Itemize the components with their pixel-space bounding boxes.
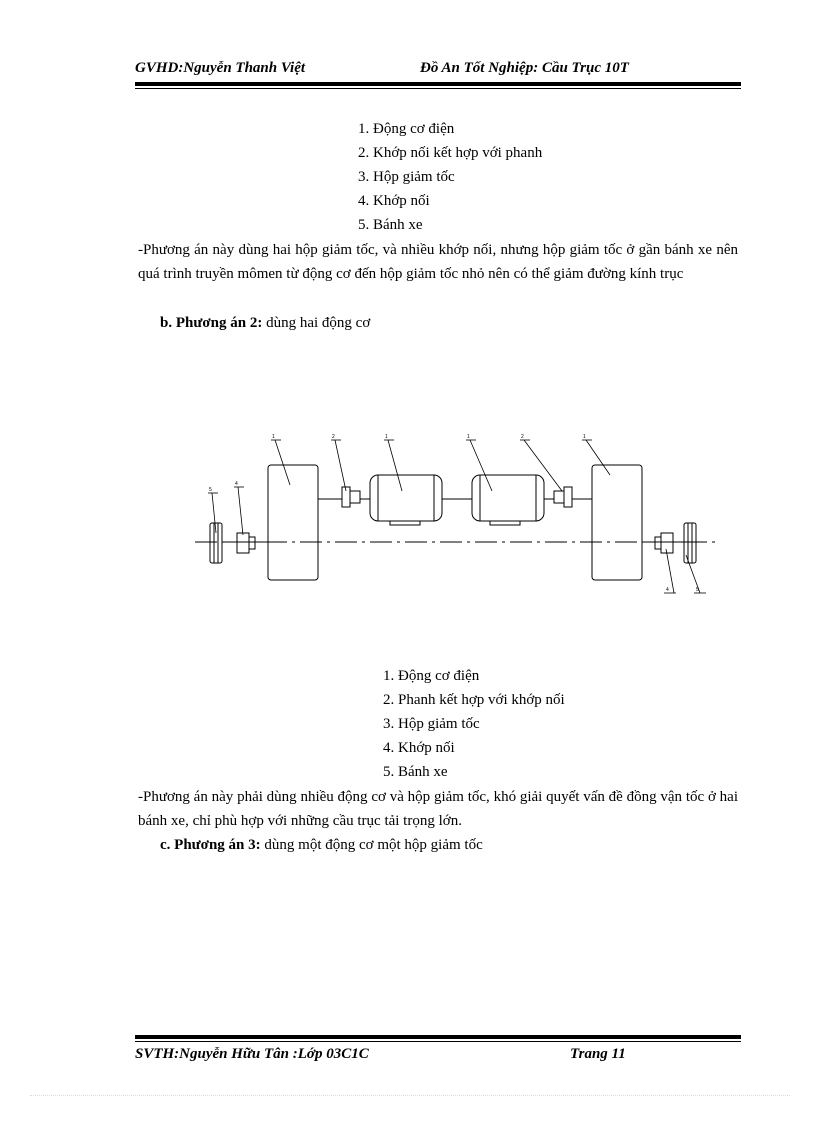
right-gearbox [592,465,642,580]
callout-number: 4 [666,587,669,593]
list-item: 4. Khớp nối [383,740,455,756]
list-item: 3. Hộp giảm tốc [383,716,480,732]
left-gearbox [268,465,318,580]
callout-number: 5 [696,587,699,593]
header-rule-thick [135,82,741,86]
footer-student: SVTH:Nguyễn Hữu Tân :Lớp 03C1C [135,1046,369,1062]
callout-number: 5 [209,487,212,493]
component-list-2 [383,664,565,784]
header-advisor: GVHD:Nguyễn Thanh Việt [135,60,306,76]
right-motor [472,475,544,525]
page-footer [135,1046,741,1068]
option-3-label: c. Phương án 3: [160,837,261,853]
page-bottom-divider [30,1095,790,1096]
list-item: 2. Phanh kết hợp với khớp nối [383,692,565,708]
callout-number: 4 [235,481,238,487]
list-item: 4. Khớp nối [358,193,430,209]
callout-number: 1 [385,434,388,440]
list-item: 5. Bánh xe [358,217,423,233]
header-rule-thin [135,88,741,89]
option-3-text: dùng một động cơ một hộp giảm tốc [260,837,483,853]
callout-number: 1 [583,434,586,440]
left-coupling [237,533,255,553]
option-2-heading [160,311,370,335]
right-coupling [655,533,673,553]
list-item: 3. Hộp giảm tốc [358,169,455,185]
option-2-text: dùng hai động cơ [262,315,371,331]
page-number: Trang 11 [570,1046,626,1062]
callout-number: 2 [332,434,335,440]
right-wheel [684,523,696,563]
right-brake-coupling [554,487,572,507]
footer-rule-thin [135,1041,741,1042]
page-header [135,58,741,82]
paragraph-option-1-note: -Phương án này dùng hai hộp giảm tốc, và nhiều khớp nối, nhưng hộp giảm tốc ở gần bánh xe nên quá trình truyền mômen từ động cơ đến hộp giảm tốc nhỏ nên có thể giảm đường kính trục [138,242,738,282]
callout-number: 1 [467,434,470,440]
callout-number: 1 [272,434,275,440]
left-motor [370,475,442,525]
option-2-label: b. Phương án 2: [160,315,263,331]
list-item: 1. Động cơ điện [358,121,455,137]
list-item: 2. Khớp nối kết hợp với phanh [358,145,543,161]
footer-rule-thick [135,1035,741,1039]
option-3-heading [160,833,483,857]
header-project-title: Đồ An Tốt Nghiệp: Cầu Trục 10T [420,60,629,76]
callout-number: 2 [521,434,524,440]
left-brake-coupling [342,487,360,507]
list-item: 1. Động cơ điện [383,668,480,684]
list-item: 5. Bánh xe [383,764,448,780]
drive-scheme-diagram [190,425,720,600]
component-list-1 [358,117,542,237]
paragraph-option-2-note: -Phương án này phải dùng nhiều động cơ và hộp giảm tốc, khó giải quyết vấn đề đồng vận tốc ở hai bánh xe, chỉ phù hợp với những cầu trục tải trọng lớn. [138,789,738,829]
